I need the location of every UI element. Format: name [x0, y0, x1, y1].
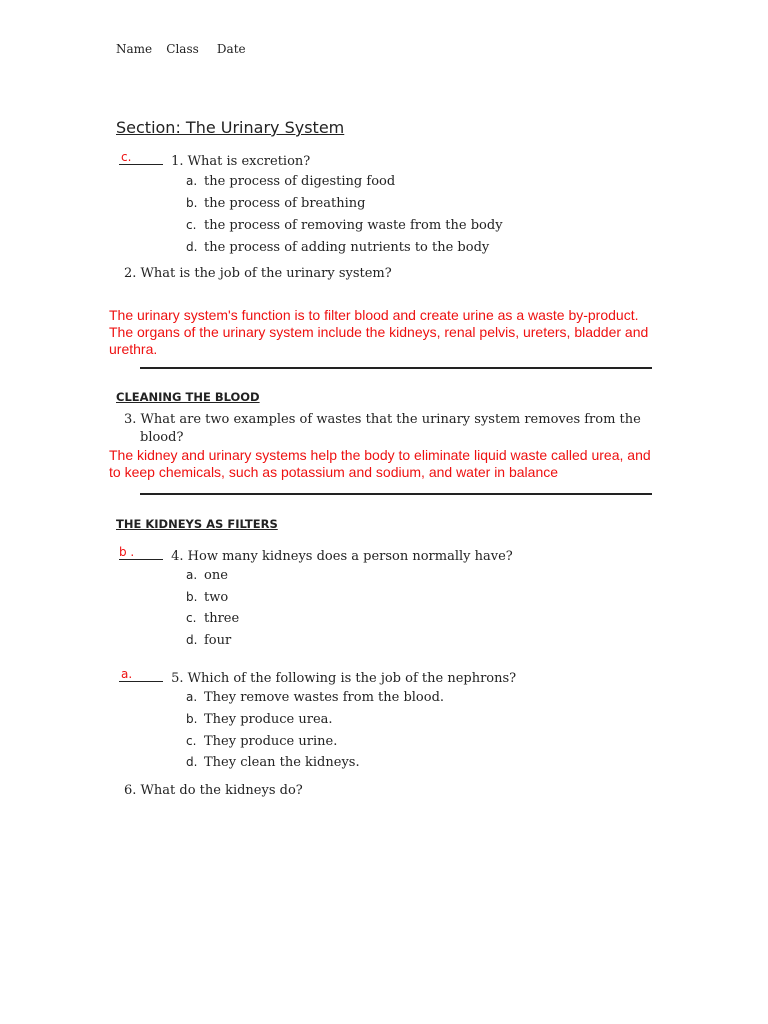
q4-option-a: a. one — [186, 568, 228, 583]
answer-blank-5[interactable] — [119, 668, 163, 682]
q5-option-a: a. They remove wastes from the blood. — [186, 690, 445, 705]
question-6-text: 6. What do the kidneys do? — [124, 783, 303, 798]
question-1 — [119, 151, 310, 169]
question-5-text: 5. Which of the following is the job of the nephrons? — [171, 671, 517, 686]
q5-option-d: d. They clean the kidneys. — [186, 755, 360, 770]
answer-1: c. — [121, 150, 132, 164]
subheading-cleaning-the-blood: CLEANING THE BLOOD — [116, 390, 260, 404]
question-2-text: 2. What is the job of the urinary system? — [124, 266, 392, 281]
q1-option-b: b. the process of breathing — [186, 196, 366, 211]
name-label: Name — [116, 42, 153, 56]
q4-option-b: b. two — [186, 590, 229, 605]
subheading-kidneys-as-filters: THE KIDNEYS AS FILTERS — [116, 517, 278, 531]
q4-option-d: d. four — [186, 633, 232, 648]
class-label: Class — [166, 42, 199, 56]
q4-option-c: c. three — [186, 611, 240, 626]
answer-blank-4[interactable] — [119, 546, 163, 560]
section-title: Section: The Urinary System — [116, 118, 345, 137]
question-5 — [119, 668, 516, 686]
question-4-text: 4. How many kidneys does a person normally have? — [171, 549, 513, 564]
divider-2 — [140, 493, 652, 495]
header — [116, 42, 246, 57]
question-4 — [119, 546, 513, 564]
answer-3: The kidney and urinary systems help the body to eliminate liquid waste called urea, and to keep chemicals, such as potassium and sodium, and water in balance — [109, 447, 651, 480]
q1-option-a: a. the process of digesting food — [186, 174, 396, 189]
divider-1 — [140, 367, 652, 369]
q5-option-b: b. They produce urea. — [186, 712, 333, 727]
q1-option-c: c. the process of removing waste from the body — [186, 218, 503, 233]
question-3-text-line-2: blood? — [140, 430, 184, 445]
q1-option-d: d. the process of adding nutrients to the body — [186, 240, 490, 255]
answer-2: The urinary system's function is to filter blood and create urine as a waste by-product. The organs of the urinary system include the kidneys, renal pelvis, ureters, bladder and urethra. — [109, 307, 649, 357]
q5-option-c: c. They produce urine. — [186, 734, 338, 749]
question-3-text-line-1: 3. What are two examples of wastes that the urinary system removes from the — [124, 412, 641, 427]
question-1-text: 1. What is excretion? — [171, 154, 311, 169]
date-label: Date — [216, 42, 246, 56]
answer-5: a. — [121, 667, 133, 681]
answer-blank-1[interactable] — [119, 151, 163, 165]
answer-4: b . — [119, 545, 135, 559]
